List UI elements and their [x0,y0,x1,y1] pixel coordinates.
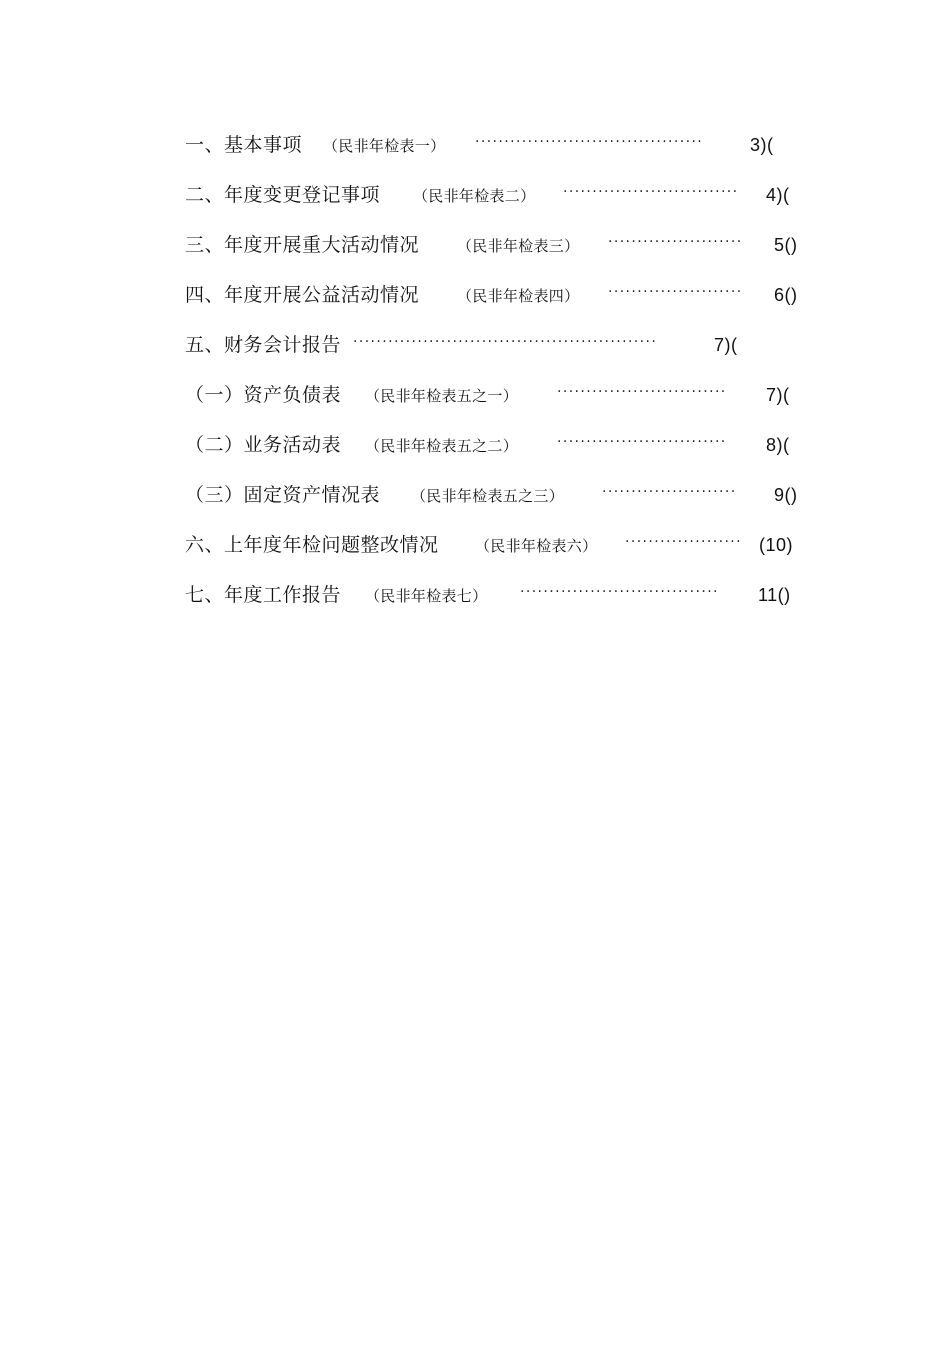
toc-page-number: 7)( [766,385,790,405]
toc-leader-dots: ······················· [608,284,743,300]
toc-leader-dots: ···················· [625,534,743,550]
toc-leader-dots: ···················································· [353,334,658,350]
toc-entry-change-registration[interactable] [185,180,805,210]
toc-entry-title: 二、年度变更登记事项 [185,184,381,206]
toc-entry-title: （三）固定资产情况表 [185,484,381,506]
toc-entry-major-activities[interactable] [185,230,805,260]
toc-entry-form-ref: （民非年检表四） [457,287,580,305]
toc-entry-financial-report[interactable] [185,330,805,360]
toc-entry-title: 七、年度工作报告 [185,584,342,606]
toc-entry-form-ref: （民非年检表五之一） [365,387,519,405]
toc-entry-rectification-of-issues[interactable] [185,530,805,560]
toc-page-number: 5() [774,235,798,255]
toc-entry-title: 四、年度开展公益活动情况 [185,284,420,306]
toc-entry-annual-work-report[interactable] [185,580,805,610]
toc-page-number: 4)( [766,185,790,205]
toc-entry-form-ref: （民非年检表三） [457,237,580,255]
toc-page-number: 8)( [766,435,790,455]
toc-entry-form-ref: （民非年检表一） [323,137,446,155]
toc-leader-dots: ······················· [608,234,743,250]
toc-leader-dots: ·································· [520,584,719,600]
toc-entry-form-ref: （民非年检表五之三） [411,487,565,505]
toc-entry-business-activities-statement[interactable] [185,430,805,460]
toc-leader-dots: ····························· [557,384,727,400]
toc-page-number: 7)( [714,335,738,355]
toc-page-number: 11() [758,585,791,605]
toc-leader-dots: ······················· [602,484,737,500]
toc-page-number: 9() [774,485,798,505]
toc-entry-title: 五、财务会计报告 [185,334,342,356]
toc-entry-title: 一、基本事项 [185,134,303,156]
toc-entry-title: 六、上年度年检问题整改情况 [185,534,439,556]
toc-leader-dots: ····························· [557,434,727,450]
toc-entry-title: （二）业务活动表 [185,434,342,456]
toc-entry-public-welfare-activities[interactable] [185,280,805,310]
toc-entry-balance-sheet[interactable] [185,380,805,410]
toc-entry-basic-items[interactable] [185,130,805,160]
toc-page-number: (10) [759,535,794,555]
toc-entry-form-ref: （民非年检表六） [475,537,598,555]
toc-leader-dots: ······································· [475,134,704,150]
toc-page-number: 3)( [750,135,774,155]
toc-entry-fixed-assets-statement[interactable] [185,480,805,510]
toc-entry-title: （一）资产负债表 [185,384,342,406]
toc-entry-form-ref: （民非年检表七） [365,587,488,605]
toc-entry-title: 三、年度开展重大活动情况 [185,234,420,256]
toc-entry-form-ref: （民非年检表五之二） [365,437,519,455]
toc-entry-form-ref: （民非年检表二） [413,187,536,205]
toc-page-number: 6() [774,285,798,305]
toc-leader-dots: ······························ [563,184,739,200]
